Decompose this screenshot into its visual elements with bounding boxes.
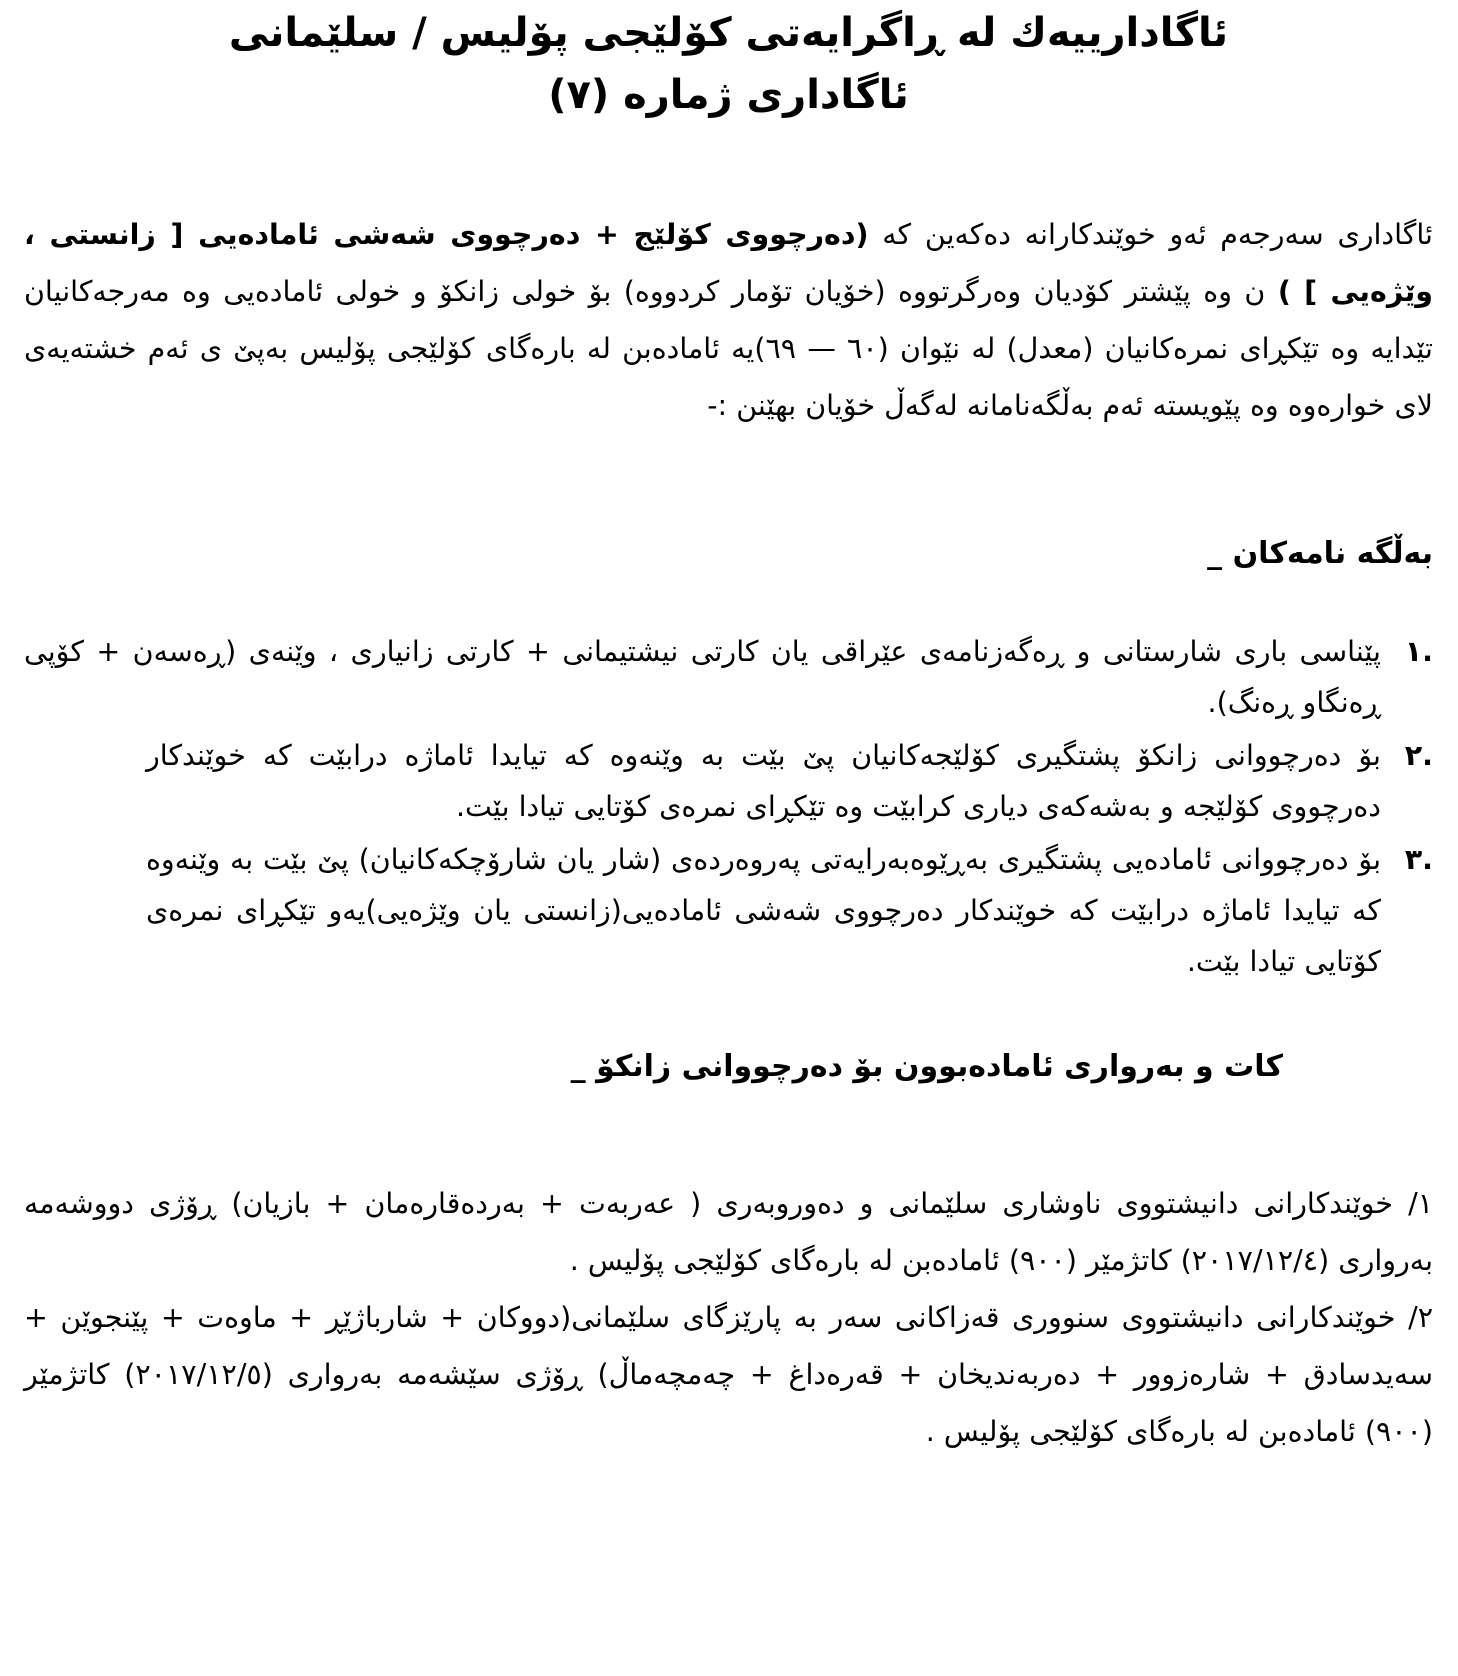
intro-text-start: ئاگاداری سەرجەم ئەو خوێندكارانە دەكەین كە — [868, 218, 1433, 251]
announcement-header — [24, 2, 1433, 126]
announcement-number: ئاگاداری ژمارە (٧) — [548, 72, 909, 118]
list-item-text: بۆ دەرچووانی زانكۆ پشتگیری كۆلێجەكانیان پێ بێت بە وێنەوە كە تیایدا ئاماژە درابێت كە خوێندكار دەرچووی كۆلێجە و بەشەكەی دیاری كرابێت وە تێكڕای نمرەی كۆتایی تیادا بێت. — [146, 739, 1381, 823]
list-item-number: .٣ — [1404, 843, 1433, 876]
list-item — [24, 834, 1433, 987]
list-item-number: .١ — [1404, 635, 1433, 668]
list-item — [24, 730, 1433, 832]
page-title: ئاگادارییەك لە ڕاگرایەتی كۆلێجی پۆلیس / سلێمانی — [228, 10, 1229, 56]
schedule-item-city: ١/ خوێندكارانی دانیشتووی ناوشاری سلێمانی و دەوروبەری ( عەربەت + بەردەقارەمان + بازیان) ڕۆژی دووشەمە بەرواری (٢٠١٧/١٢/٤) كاتژمێر (٩٠٠) ئامادەبن لە بارەگای كۆلێجی پۆلیس . — [24, 1187, 1433, 1277]
schedule-heading: كات و بەرواری ئامادەبوون بۆ دەرچووانی زانكۆ _ — [570, 1049, 1283, 1084]
intro-paragraph — [24, 206, 1433, 434]
documents-list — [24, 626, 1433, 987]
list-item — [24, 626, 1433, 728]
documents-heading: بەڵگە نامەكان _ — [1207, 536, 1433, 571]
intro-text-rest: ن وە پێشتر كۆدیان وەرگرتووە (خۆیان تۆمار كردووە) بۆ خولی زانكۆ و خولی ئامادەیی وە مەرجەكانیان تێدایە وە تێكڕای نمرەكانیان (معدل) لە نێوان (٦٠ — ٦٩)یە ئامادەبن لە بارەگای كۆلێجی پۆلیس بەپێ ی ئەم خشتەیەی لای خوارەوە وە پێویستە ئەم بەڵگەنامانە لەگەڵ خۆیان بهێنن :- — [24, 275, 1433, 422]
list-item-text: بۆ دەرچووانی ئامادەیی پشتگیری بەڕێوەبەرایەتی پەروەردەی (شار یان شارۆچكەكانیان) پێ بێت بە وێنەوە كە تیایدا ئاماژە درابێت كە خوێندكار دەرچووی شەشی ئامادەیی(زانستی یان وێژەیی)یەو تێكڕای نمرەی كۆتایی تیادا بێت. — [146, 843, 1381, 978]
intro-bold-eligibility: (دەرچووی كۆلێج + دەرچووی شەشی ئامادەیی [ زانستی ، وێژەیی ] ) — [24, 218, 1433, 308]
schedule-item-districts: ٢/ خوێندكارانی دانیشتووی سنووری قەزاكانی سەر بە پارێزگای سلێمانی(دووكان + شارباژێڕ + ماوەت + پێنجوێن + سەیدسادق + شارەزوور + دەربەندیخان + قەرەداغ + چەمچەماڵ) ڕۆژی سێشەمە بەرواری (٢٠١٧/١٢/٥) كاتژمێر (٩٠٠) ئامادەبن لە بارەگای كۆلێجی پۆلیس . — [24, 1301, 1433, 1448]
list-item-number: .٢ — [1404, 739, 1433, 772]
list-item-text: پێناسی باری شارستانی و ڕەگەزنامەی عێراقی یان كارتی نیشتیمانی + كارتی زانیاری ، وێنەی (ڕەسەن + كۆپی ڕەنگاو ڕەنگ). — [24, 635, 1381, 719]
schedule-list — [24, 1175, 1433, 1460]
